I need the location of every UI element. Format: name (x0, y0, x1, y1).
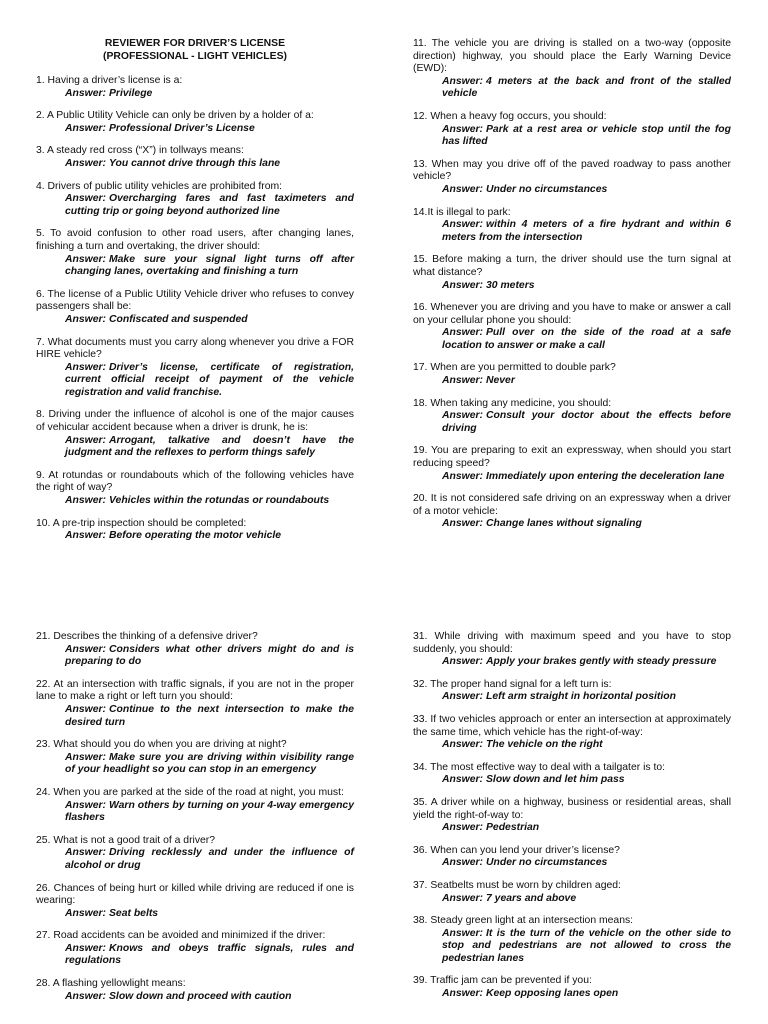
question-item (413, 254, 731, 292)
answer-line (36, 800, 354, 825)
answer-label: Answer: (442, 123, 483, 135)
answer-line (36, 193, 354, 218)
answer-text: Apply your brakes gently with steady pressure (486, 656, 717, 668)
question-item (36, 145, 354, 170)
answer-label: Answer: (65, 907, 106, 919)
column-2 (413, 38, 731, 541)
question-item (36, 289, 354, 327)
answer-line (36, 314, 354, 327)
answer-line (36, 158, 354, 171)
answer-text: Warn others by turning on your 4-way emergency flashers (65, 799, 354, 824)
answer-line (413, 928, 731, 966)
answer-line (413, 774, 731, 787)
answer-line (36, 123, 354, 136)
answer-line (36, 991, 354, 1004)
answer-line (413, 739, 731, 752)
question-text: 7. What documents must you carry along whenever you drive a FOR HIRE vehicle? (36, 336, 354, 361)
answer-line (413, 893, 731, 906)
question-text: 17. When are you permitted to double park? (413, 362, 616, 374)
answer-text: Immediately upon entering the deceleration lane (486, 470, 725, 482)
question-text: 23. What should you do when you are driving at night? (36, 739, 287, 751)
question-item (36, 883, 354, 921)
answer-line (413, 76, 731, 101)
answer-label: Answer: (442, 375, 483, 387)
answer-text: The vehicle on the right (486, 739, 603, 751)
question-item (413, 880, 731, 905)
answer-line (36, 644, 354, 669)
answer-text: Left arm straight in horizontal position (486, 691, 676, 703)
answer-label: Answer: (65, 313, 106, 325)
answer-text: Driving recklessly and under the influence of alcohol or drug (65, 847, 354, 871)
answer-label: Answer: (442, 822, 483, 834)
question-text: 37. Seatbelts must be worn by children aged: (413, 879, 621, 891)
answer-text: Slow down and proceed with caution (109, 990, 292, 1002)
answer-line (413, 988, 731, 1001)
answer-line (36, 435, 354, 460)
answer-label: Answer: (442, 774, 483, 786)
question-item (413, 38, 731, 101)
question-item (36, 518, 354, 543)
question-text: 2. A Public Utility Vehicle can only be driven by a holder of a: (36, 110, 314, 122)
question-text: 36. When can you lend your driver’s license? (413, 844, 620, 856)
answer-text: Confiscated and suspended (109, 313, 248, 325)
question-item (36, 631, 354, 669)
question-item (36, 679, 354, 729)
question-item (413, 714, 731, 752)
answer-line (36, 847, 354, 872)
answer-text: Park at a rest area or vehicle stop until the fog has lifted (442, 123, 731, 148)
answer-text: Make sure your signal light turns off after changing lanes, overtaking and finishing a turn (65, 253, 354, 278)
question-item (413, 845, 731, 870)
answer-text: Never (486, 375, 515, 387)
answer-text: Consult your doctor about the effects before driving (442, 410, 731, 434)
question-text: 24. When you are parked at the side of the road at night, you must: (36, 786, 344, 798)
question-text: 33. If two vehicles approach or enter an intersection at approximately the same time, which vehicle has the right-of-way: (413, 713, 731, 738)
answer-text: Change lanes without signaling (486, 518, 642, 530)
column-1 (36, 38, 354, 553)
question-item (413, 493, 731, 531)
question-text: 11. The vehicle you are driving is stalled on a two-way (opposite direction) highway, you should place the Early Warning Device (EWD): (413, 38, 731, 75)
answer-label: Answer: (442, 279, 483, 291)
answer-line (413, 857, 731, 870)
answer-text: Pedestrian (486, 822, 540, 834)
answer-text: Considers what other drivers might do and is preparing to do (65, 643, 354, 668)
answer-line (413, 124, 731, 149)
answer-line (36, 495, 354, 508)
answer-label: Answer: (65, 157, 106, 169)
answer-label: Answer: (442, 656, 483, 668)
answer-label: Answer: (65, 530, 106, 542)
column-4 (413, 631, 731, 1011)
answer-text: You cannot drive through this lane (109, 157, 281, 169)
answer-line (36, 704, 354, 729)
question-item (36, 930, 354, 968)
answer-label: Answer: (442, 739, 483, 751)
question-item (413, 398, 731, 436)
question-text: 32. The proper hand signal for a left turn is: (413, 678, 612, 690)
answer-label: Answer: (442, 857, 483, 869)
answer-text: within 4 meters of a fire hydrant and within 6 meters from the intersection (442, 219, 731, 243)
question-text: 1. Having a driver’s license is a: (36, 75, 183, 86)
question-item (413, 302, 731, 352)
answer-label: Answer: (65, 847, 106, 859)
question-item (36, 835, 354, 873)
question-item (413, 362, 731, 387)
answer-label: Answer: (65, 942, 106, 954)
answer-text: Privilege (109, 87, 153, 99)
question-text: 9. At rotundas or roundabouts which of the following vehicles have the right of way? (36, 469, 354, 494)
answer-line (413, 410, 731, 435)
answer-label: Answer: (65, 434, 106, 446)
answer-label: Answer: (65, 990, 106, 1002)
question-text: 14.It is illegal to park: (413, 206, 511, 218)
question-item (36, 110, 354, 135)
title-line-2: (PROFESSIONAL - LIGHT VEHICLES) (103, 50, 287, 62)
answer-label: Answer: (65, 495, 106, 507)
answer-line (413, 518, 731, 531)
question-item (413, 159, 731, 197)
answer-label: Answer: (442, 988, 483, 1000)
answer-text: Seat belts (109, 907, 159, 919)
answer-line (413, 280, 731, 293)
question-text: 8. Driving under the influence of alcohol is one of the major causes of vehicular accident because when a driver is drunk, he is: (36, 409, 354, 434)
answer-label: Answer: (442, 410, 483, 422)
question-text: 10. A pre-trip inspection should be completed: (36, 517, 247, 529)
question-item (413, 915, 731, 965)
answer-label: Answer: (442, 219, 483, 231)
answer-line (413, 691, 731, 704)
question-text: 18. When taking any medicine, you should: (413, 397, 612, 409)
question-item (413, 975, 731, 1000)
question-text: 20. It is not considered safe driving on an expressway when a driver of a motor vehicle: (413, 493, 731, 517)
answer-line (36, 530, 354, 543)
answer-text: Professional Driver’s License (109, 122, 255, 134)
answer-label: Answer: (442, 518, 483, 530)
answer-text: Driver’s license, certificate of registration, current official receipt of payment of the vehicle registration and valid franchise. (65, 361, 354, 398)
answer-text: 4 meters at the back and front of the stalled vehicle (442, 75, 731, 100)
question-text: 22. At an intersection with traffic signals, if you are not in the proper lane to make a right or left turn you should: (36, 678, 354, 703)
answer-text: Make sure you are driving within visibility range of your headlight so you can stop in an emergency (65, 751, 354, 776)
answer-text: 30 meters (486, 279, 535, 291)
question-text: 13. When may you drive off of the paved roadway to pass another vehicle? (413, 158, 731, 183)
answer-label: Answer: (65, 253, 106, 265)
question-text: 28. A flashing yellowlight means: (36, 978, 186, 990)
answer-line (413, 375, 731, 388)
question-item (413, 797, 731, 835)
question-text: 34. The most effective way to deal with a tailgater is to: (413, 761, 666, 773)
answer-label: Answer: (442, 892, 483, 904)
answer-text: Keep opposing lanes open (486, 988, 619, 1000)
answer-line (413, 822, 731, 835)
answer-text: Knows and obeys traffic signals, rules and regulations (65, 942, 354, 967)
question-text: 31. While driving with maximum speed and you have to stop suddenly, you should: (413, 631, 731, 655)
answer-text: Under no circumstances (486, 857, 608, 869)
answer-text: Vehicles within the rotundas or roundabouts (109, 495, 330, 507)
question-text: 21. Describes the thinking of a defensive driver? (36, 631, 258, 642)
answer-line (36, 254, 354, 279)
answer-line (413, 656, 731, 669)
answer-line (36, 362, 354, 400)
answer-label: Answer: (442, 927, 483, 939)
answer-label: Answer: (65, 361, 106, 373)
question-item (413, 631, 731, 669)
answer-line (413, 219, 731, 244)
question-text: 6. The license of a Public Utility Vehicle driver who refuses to convey passengers shall be: (36, 288, 354, 313)
question-item (36, 787, 354, 825)
answer-label: Answer: (65, 87, 106, 99)
question-text: 25. What is not a good trait of a driver? (36, 834, 216, 846)
answer-text: Under no circumstances (486, 183, 608, 195)
question-item (36, 739, 354, 777)
question-item (413, 207, 731, 245)
question-item (413, 679, 731, 704)
question-item (36, 75, 354, 100)
answer-text: Overcharging fares and fast taximeters and cutting trip or going beyond authorized line (65, 193, 354, 217)
answer-label: Answer: (65, 193, 106, 205)
title-line-1: REVIEWER FOR DRIVER’S LICENSE (104, 38, 286, 49)
question-text: 27. Road accidents can be avoided and minimized if the driver: (36, 930, 326, 942)
answer-text: Slow down and let him pass (486, 774, 625, 786)
question-text: 16. Whenever you are driving and you have to make or answer a call on your cellular phone you should: (413, 302, 731, 326)
answer-text: 7 years and above (486, 892, 577, 904)
question-item (36, 337, 354, 400)
answer-label: Answer: (442, 183, 483, 195)
answer-line (36, 88, 354, 101)
answer-label: Answer: (442, 691, 483, 703)
question-text: 15. Before making a turn, the driver should use the turn signal at what distance? (413, 254, 731, 278)
answer-text: It is the turn of the vehicle on the other side to stop and pedestrians are not allowed to cross the pedestrian lanes (442, 927, 731, 964)
answer-line (36, 943, 354, 968)
question-item (36, 228, 354, 278)
question-text: 35. A driver while on a highway, business or residential areas, shall yield the right-of-way to: (413, 796, 731, 821)
question-text: 38. Steady green light at an intersection means: (413, 915, 634, 927)
answer-label: Answer: (65, 643, 106, 655)
answer-label: Answer: (442, 75, 483, 87)
answer-line (413, 471, 731, 484)
question-item (36, 181, 354, 219)
question-item (36, 409, 354, 459)
answer-text: Pull over on the side of the road at a safe location to answer or make a call (442, 327, 731, 351)
answer-text: Continue to the next intersection to make the desired turn (65, 703, 354, 728)
question-item (36, 978, 354, 1003)
question-text: 4. Drivers of public utility vehicles are prohibited from: (36, 180, 283, 192)
answer-text: Before operating the motor vehicle (109, 530, 282, 542)
question-text: 12. When a heavy fog occurs, you should: (413, 110, 607, 122)
answer-label: Answer: (442, 470, 483, 482)
document-title (36, 38, 354, 63)
answer-label: Answer: (65, 799, 106, 811)
question-item (36, 470, 354, 508)
answer-label: Answer: (65, 122, 106, 134)
question-text: 26. Chances of being hurt or killed while driving are reduced if one is wearing: (36, 882, 354, 907)
answer-label: Answer: (65, 751, 106, 763)
question-item (413, 445, 731, 483)
question-text: 3. A steady red cross (“X”) in tollways means: (36, 145, 244, 157)
question-text: 39. Traffic jam can be prevented if you: (413, 975, 592, 987)
answer-line (413, 184, 731, 197)
answer-line (413, 327, 731, 352)
answer-line (36, 752, 354, 777)
question-text: 5. To avoid confusion to other road users, after changing lanes, finishing a turn and overtaking, the driver should: (36, 228, 354, 252)
column-3 (36, 631, 354, 1013)
answer-line (36, 908, 354, 921)
question-item (413, 111, 731, 149)
question-item (413, 762, 731, 787)
answer-text: Arrogant, talkative and doesn’t have the judgment and the reflexes to perform things safely (65, 434, 354, 459)
question-text: 19. You are preparing to exit an expressway, when should you start reducing speed? (413, 445, 731, 470)
answer-label: Answer: (65, 703, 106, 715)
answer-label: Answer: (442, 327, 483, 339)
